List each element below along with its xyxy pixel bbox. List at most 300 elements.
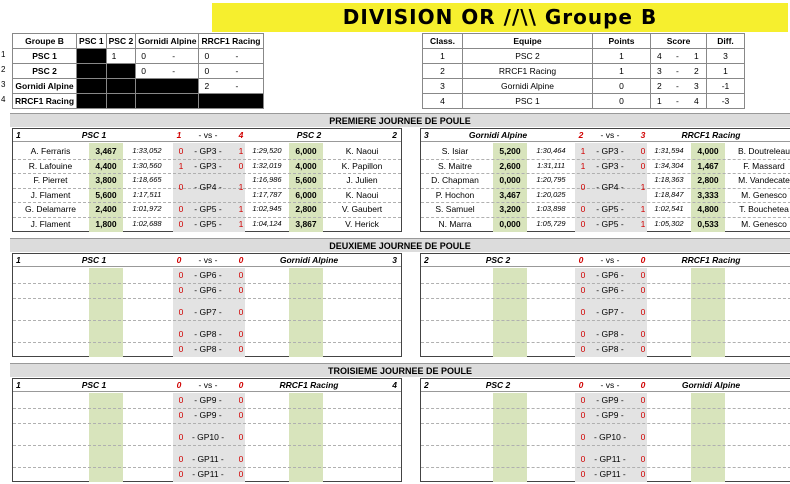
- match-panel: [12, 253, 402, 357]
- green-column: [289, 393, 323, 482]
- gp-label: - GP7 -: [596, 307, 624, 317]
- row-divider: [421, 173, 790, 174]
- standings-points: 1: [593, 64, 651, 79]
- row-divider: [421, 283, 790, 284]
- row-divider: [13, 423, 401, 424]
- lap-time: 1:34,304: [654, 160, 684, 170]
- driver-name: J. Flament: [30, 189, 71, 200]
- gp-score-b: 0: [238, 454, 244, 464]
- gp-label: - GP11 -: [594, 454, 626, 464]
- gp-score-a: 0: [178, 182, 184, 193]
- score-cell: [136, 64, 199, 79]
- away-seed: 4: [392, 380, 397, 390]
- score-for: 4: [657, 51, 662, 61]
- lap-time: 1:20,025: [536, 189, 566, 199]
- row-divider: [13, 202, 401, 203]
- row-divider: [13, 283, 401, 284]
- home-seed: 1: [16, 255, 21, 265]
- score-cell: [136, 94, 199, 109]
- gp-score-b: 0: [238, 469, 244, 479]
- score-cell: [106, 64, 136, 79]
- standings-points: 0: [593, 94, 651, 109]
- score-value: -: [172, 66, 176, 76]
- grid-header: Groupe B: [13, 34, 77, 49]
- score-cell: [77, 64, 107, 79]
- team-name: PSC 1: [13, 49, 77, 64]
- home-team: PSC 2: [485, 380, 511, 390]
- score-value: 0: [204, 66, 210, 76]
- lap-time: 1:30,464: [536, 146, 566, 155]
- gp-score-a: 0: [580, 307, 586, 317]
- gp-label: - GP9 -: [194, 395, 222, 405]
- gp-score-b: 0: [238, 410, 244, 420]
- score-sep: -: [676, 96, 679, 106]
- gp-score-a: 0: [580, 410, 586, 420]
- score-value: -: [172, 51, 176, 61]
- gp-score-a: 0: [178, 270, 184, 280]
- home-seed: 1: [16, 380, 21, 390]
- gp-score-a: 0: [580, 219, 586, 229]
- gp-label: - GP3 -: [596, 146, 624, 156]
- driver-name: M. Genesco: [741, 219, 787, 229]
- score-against: 3: [694, 81, 699, 91]
- gp-score-a: 0: [580, 432, 586, 442]
- row-divider: [13, 342, 401, 343]
- home-score: 2: [578, 130, 584, 140]
- match-header: [13, 254, 401, 267]
- lap-time: 1:05,302: [654, 219, 684, 228]
- gp-score-b: 0: [640, 454, 646, 464]
- gp-score-a: 0: [178, 219, 184, 229]
- driver-name: T. Bouchetea: [739, 204, 789, 215]
- points-value: 1,800: [95, 219, 117, 229]
- standings-score: [651, 64, 707, 79]
- gp-score-b: 0: [238, 395, 244, 405]
- row-divider: [421, 202, 790, 203]
- score-against: 2: [694, 66, 699, 76]
- lap-time: 1:32,019: [252, 160, 282, 170]
- row-divider: [13, 445, 401, 446]
- home-seed: 3: [424, 130, 429, 140]
- gp-score-b: 0: [238, 307, 244, 317]
- lap-time: 1:02,945: [252, 204, 282, 214]
- gp-label: - GP4 -: [194, 182, 222, 193]
- score-against: 4: [694, 96, 699, 106]
- gp-score-a: 0: [580, 344, 586, 354]
- score-value: -: [235, 66, 239, 76]
- away-team: Gornidi Alpine: [279, 255, 339, 265]
- standings-team: RRCF1 Racing: [463, 64, 593, 79]
- gp-score-b: 0: [640, 469, 646, 479]
- score-cell: [77, 94, 107, 109]
- points-value: 5,600: [95, 189, 117, 200]
- score-cell: [199, 79, 263, 94]
- gp-score-a: 0: [178, 454, 184, 464]
- standings-rank: 1: [423, 49, 463, 64]
- points-value: 4,000: [697, 146, 719, 156]
- gp-label: - GP5 -: [596, 219, 624, 229]
- gp-score-a: 0: [178, 344, 184, 354]
- gp-label: - GP5 -: [194, 219, 222, 229]
- gp-label: - GP6 -: [596, 270, 624, 280]
- driver-name: K. Naoui: [345, 189, 379, 200]
- driver-name: D. Chapman: [431, 175, 479, 186]
- row-number: 1: [1, 50, 6, 59]
- gp-score-a: 0: [580, 285, 586, 295]
- row-divider: [13, 320, 401, 321]
- grid-header: RRCF1 Racing: [199, 34, 263, 49]
- score-for: 2: [657, 81, 662, 91]
- gp-label: - GP4 -: [596, 182, 624, 193]
- gp-score-b: 0: [640, 432, 646, 442]
- driver-name: A. Ferraris: [30, 146, 71, 156]
- standings-points: 0: [593, 79, 651, 94]
- points-value: 3,800: [95, 175, 117, 186]
- gp-score-b: 1: [640, 204, 646, 215]
- gp-label: - GP8 -: [596, 344, 624, 354]
- gp-score-a: 0: [580, 270, 586, 280]
- match-header: [13, 379, 401, 392]
- standings-rank: 4: [423, 94, 463, 109]
- driver-name: R. Lafouine: [28, 160, 73, 171]
- standings-header: Class.: [423, 34, 463, 49]
- driver-name: B. Doutreleau: [738, 146, 790, 156]
- driver-name: S. Isiar: [441, 146, 469, 156]
- points-value: 3,867: [295, 219, 317, 229]
- gp-score-b: 0: [640, 344, 646, 354]
- row-divider: [421, 320, 790, 321]
- gp-label: - GP9 -: [596, 410, 624, 420]
- away-score: 0: [238, 380, 244, 390]
- row-number: 2: [1, 65, 6, 74]
- driver-name: S. Maitre: [437, 160, 472, 171]
- lap-time: 1:20,795: [536, 175, 566, 185]
- gp-score-b: 1: [238, 182, 244, 193]
- standings-team: PSC 1: [463, 94, 593, 109]
- section-title-j1: PREMIERE JOURNEE DE POULE: [10, 113, 790, 127]
- gp-score-b: 0: [238, 329, 244, 339]
- standings-diff: 1: [707, 64, 745, 79]
- home-score: 1: [176, 130, 182, 140]
- standings-table: [422, 33, 745, 109]
- match-header: [421, 129, 790, 142]
- driver-name: G. Delamarre: [24, 204, 76, 215]
- points-value: 0,000: [499, 219, 521, 229]
- gp-score-a: 0: [580, 204, 586, 215]
- gp-score-b: 0: [640, 329, 646, 339]
- lap-time: 1:02,688: [132, 219, 162, 228]
- score-cell: [106, 94, 136, 109]
- row-divider: [13, 298, 401, 299]
- gp-score-a: 0: [178, 146, 184, 156]
- gp-score-a: 1: [580, 146, 586, 156]
- team-name: PSC 2: [13, 64, 77, 79]
- gp-score-b: 0: [640, 285, 646, 295]
- team-name: Gornidi Alpine: [13, 79, 77, 94]
- vs-label: - vs -: [198, 130, 218, 140]
- row-divider: [421, 408, 790, 409]
- score-cell: [199, 64, 263, 79]
- gp-score-b: 1: [238, 146, 244, 156]
- standings-points: 1: [593, 49, 651, 64]
- score-for: 3: [657, 66, 662, 76]
- gp-score-b: 0: [640, 270, 646, 280]
- gp-score-a: 1: [178, 160, 184, 171]
- score-sep: -: [676, 51, 679, 61]
- driver-name: J. Julien: [346, 175, 378, 186]
- standings-score: [651, 79, 707, 94]
- driver-name: P. Hochon: [435, 189, 475, 200]
- lap-time: 1:18,363: [654, 175, 684, 185]
- gp-score-a: 0: [178, 307, 184, 317]
- lap-time: 1:33,052: [132, 146, 162, 155]
- points-value: 1,467: [697, 160, 719, 171]
- gp-score-b: 1: [640, 182, 646, 193]
- points-value: 5,200: [499, 146, 521, 156]
- score-sep: -: [676, 66, 679, 76]
- gp-score-a: 1: [580, 160, 586, 171]
- driver-name: F. Massard: [743, 160, 785, 171]
- gp-label: - GP8 -: [194, 344, 222, 354]
- green-column: [89, 393, 123, 482]
- points-value: 3,467: [95, 146, 117, 156]
- score-cell: [106, 49, 136, 64]
- green-column: [691, 268, 725, 357]
- gp-label: - GP3 -: [194, 146, 222, 156]
- division-banner: DIVISION OR //\\ Groupe B: [212, 3, 788, 32]
- driver-name: M. Genesco: [741, 189, 787, 200]
- match-panel: [420, 128, 790, 232]
- gp-score-a: 0: [178, 285, 184, 295]
- lap-time: 1:18,847: [654, 189, 684, 199]
- home-team: PSC 1: [81, 255, 107, 265]
- green-column: [493, 393, 527, 482]
- row-divider: [13, 467, 401, 468]
- score-value: -: [235, 51, 239, 61]
- lap-time: 1:02,541: [654, 204, 684, 214]
- score-cell: [199, 49, 263, 64]
- driver-name: F. Pierret: [33, 175, 68, 186]
- score-value: 1: [111, 51, 117, 61]
- points-value: 5,600: [295, 175, 317, 186]
- match-panel: [420, 378, 790, 482]
- gp-label: - GP9 -: [596, 395, 624, 405]
- points-value: 2,800: [295, 204, 317, 215]
- gp-score-b: 0: [640, 146, 646, 156]
- driver-name: V. Gaubert: [341, 204, 383, 215]
- vs-label: - vs -: [600, 380, 620, 390]
- points-value: 4,000: [295, 160, 317, 171]
- away-score: 4: [238, 130, 244, 140]
- gp-label: - GP8 -: [596, 329, 624, 339]
- away-seed: 2: [392, 130, 397, 140]
- score-against: 1: [694, 51, 699, 61]
- lap-time: 1:05,729: [536, 219, 566, 228]
- gp-label: - GP10 -: [593, 432, 627, 442]
- gp-score-b: 0: [238, 160, 244, 171]
- standings-header: Equipe: [463, 34, 593, 49]
- standings-team: PSC 2: [463, 49, 593, 64]
- gp-label: - GP10 -: [191, 432, 225, 442]
- home-seed: 1: [16, 130, 21, 140]
- standings-team: Gornidi Alpine: [463, 79, 593, 94]
- gp-label: - GP5 -: [596, 204, 624, 215]
- points-value: 6,000: [295, 146, 317, 156]
- row-divider: [421, 298, 790, 299]
- home-team: PSC 1: [81, 380, 107, 390]
- gp-label: - GP6 -: [596, 285, 624, 295]
- lap-time: 1:16,986: [252, 175, 282, 185]
- gp-score-a: 0: [178, 410, 184, 420]
- row-divider: [13, 159, 401, 160]
- row-divider: [421, 445, 790, 446]
- row-divider: [421, 342, 790, 343]
- away-team: RRCF1 Racing: [279, 380, 339, 390]
- score-value: 0: [204, 51, 210, 61]
- away-score: 3: [640, 130, 646, 140]
- home-score: 0: [578, 380, 584, 390]
- points-value: 0,533: [697, 219, 719, 229]
- home-team: Gornidi Alpine: [468, 130, 528, 140]
- match-panel: [12, 128, 402, 232]
- driver-name: K. Papillon: [341, 160, 383, 171]
- lap-time: 1:03,898: [536, 204, 566, 214]
- points-value: 2,600: [499, 160, 521, 171]
- points-value: 6,000: [295, 189, 317, 200]
- points-value: 2,400: [95, 204, 117, 215]
- match-header: [421, 254, 790, 267]
- gp-score-a: 0: [178, 395, 184, 405]
- driver-name: S. Samuel: [435, 204, 475, 215]
- away-team: Gornidi Alpine: [681, 380, 741, 390]
- home-team: PSC 2: [485, 255, 511, 265]
- gp-score-b: 0: [640, 307, 646, 317]
- standings-score: [651, 94, 707, 109]
- driver-name: N. Marra: [438, 219, 472, 229]
- lap-time: 1:04,124: [252, 219, 282, 228]
- section-title-j3: TROISIEME JOURNEE DE POULE: [10, 363, 790, 377]
- row-divider: [421, 423, 790, 424]
- match-panel: [420, 253, 790, 357]
- match-panel: [12, 378, 402, 482]
- row-divider: [421, 159, 790, 160]
- lap-time: 1:30,560: [132, 160, 162, 170]
- gp-score-a: 0: [178, 432, 184, 442]
- points-value: 0,000: [499, 175, 521, 186]
- gp-score-a: 0: [178, 204, 184, 215]
- standings-rank: 2: [423, 64, 463, 79]
- vs-label: - vs -: [600, 130, 620, 140]
- gp-label: - GP7 -: [194, 307, 222, 317]
- vs-label: - vs -: [600, 255, 620, 265]
- gp-label: - GP5 -: [194, 204, 222, 215]
- gp-score-b: 0: [238, 270, 244, 280]
- away-team: PSC 2: [296, 130, 322, 140]
- away-team: RRCF1 Racing: [681, 130, 741, 140]
- vs-label: - vs -: [198, 255, 218, 265]
- standings-diff: -3: [707, 94, 745, 109]
- team-name: RRCF1 Racing: [13, 94, 77, 109]
- gp-score-b: 0: [238, 285, 244, 295]
- points-value: 2,800: [697, 175, 719, 186]
- gp-score-a: 0: [178, 469, 184, 479]
- standings-rank: 3: [423, 79, 463, 94]
- gp-score-b: 1: [238, 219, 244, 229]
- green-column: [289, 268, 323, 357]
- home-score: 0: [176, 380, 182, 390]
- lap-time: 1:17,787: [252, 189, 282, 199]
- gp-score-b: 0: [640, 410, 646, 420]
- lap-time: 1:31,594: [654, 146, 684, 155]
- gp-score-a: 0: [580, 454, 586, 464]
- score-value: 0: [141, 51, 146, 61]
- score-cell: [136, 49, 199, 64]
- lap-time: 1:18,665: [132, 175, 162, 185]
- gp-score-b: 0: [238, 432, 244, 442]
- grid-header: PSC 1: [77, 34, 107, 49]
- gp-label: - GP11 -: [594, 469, 626, 479]
- gp-label: - GP3 -: [194, 160, 222, 171]
- away-seed: 3: [392, 255, 397, 265]
- score-value: -: [235, 81, 239, 91]
- score-cell: [106, 79, 136, 94]
- gp-score-b: 1: [238, 204, 244, 215]
- row-divider: [13, 173, 401, 174]
- home-score: 0: [176, 255, 182, 265]
- score-cell: [136, 79, 199, 94]
- gp-score-b: 1: [640, 219, 646, 229]
- green-column: [691, 393, 725, 482]
- row-number: 4: [1, 95, 6, 104]
- standings-diff: -1: [707, 79, 745, 94]
- gp-score-b: 0: [640, 395, 646, 405]
- home-score: 0: [578, 255, 584, 265]
- gp-score-b: 0: [238, 344, 244, 354]
- gp-label: - GP8 -: [194, 329, 222, 339]
- points-value: 4,400: [95, 160, 117, 171]
- lap-time: 1:01,972: [132, 204, 162, 214]
- home-team: PSC 1: [81, 130, 107, 140]
- row-divider: [421, 217, 790, 218]
- away-score: 0: [640, 380, 646, 390]
- gp-label: - GP11 -: [192, 469, 224, 479]
- match-header: [421, 379, 790, 392]
- gp-score-a: 0: [580, 395, 586, 405]
- standings-header: Points: [593, 34, 651, 49]
- green-column: [89, 268, 123, 357]
- gp-label: - GP6 -: [194, 270, 222, 280]
- standings-score: [651, 49, 707, 64]
- lap-time: 1:17,511: [132, 189, 162, 199]
- gp-score-a: 0: [580, 329, 586, 339]
- gp-score-a: 0: [178, 329, 184, 339]
- driver-name: J. Flament: [30, 219, 71, 229]
- row-divider: [13, 408, 401, 409]
- green-column: [493, 268, 527, 357]
- grid-header: PSC 2: [106, 34, 136, 49]
- row-number: 3: [1, 80, 6, 89]
- grid-header: Gornidi Alpine: [136, 34, 199, 49]
- row-divider: [421, 467, 790, 468]
- points-value: 3,200: [499, 204, 521, 215]
- standings-diff: 3: [707, 49, 745, 64]
- gp-label: - GP11 -: [192, 454, 224, 464]
- score-value: 0: [141, 66, 146, 76]
- gp-score-b: 0: [640, 160, 646, 171]
- away-team: RRCF1 Racing: [681, 255, 741, 265]
- gp-score-a: 0: [580, 182, 586, 193]
- points-value: 4,800: [697, 204, 719, 215]
